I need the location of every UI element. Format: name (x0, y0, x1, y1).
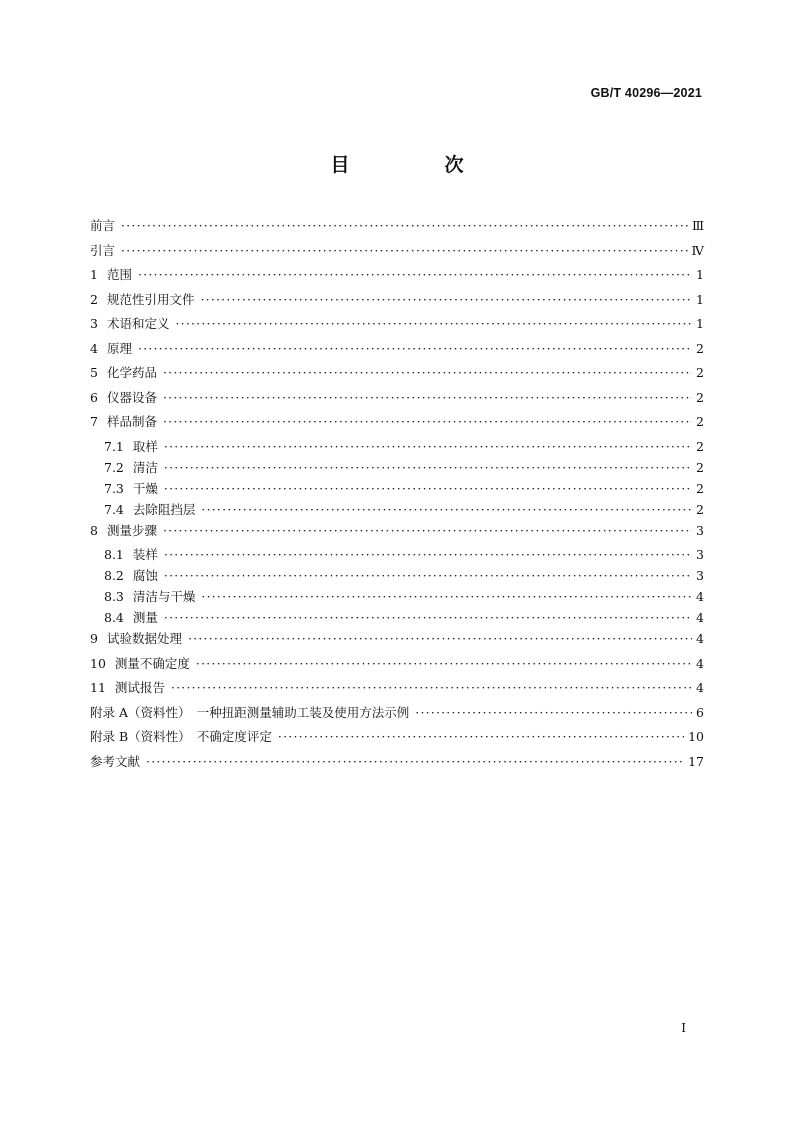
toc-entry[interactable] (90, 388, 704, 413)
toc-leader-dots (164, 568, 692, 583)
toc-entry-page: 2 (696, 414, 704, 429)
page-number: Ⅰ (681, 1021, 686, 1035)
toc-entry-title: 附录 A（资料性） 一种扭距测量辅助工装及使用方法示例 (90, 704, 410, 720)
toc-entry[interactable] (90, 339, 704, 364)
toc-entry-page: 1 (696, 267, 704, 282)
toc-entry-page: 2 (696, 438, 704, 454)
toc-entry-page: 1 (696, 316, 704, 331)
toc-leader-dots (163, 390, 692, 405)
toc-entry-title: 清洁 (132, 459, 158, 475)
table-of-contents (90, 216, 704, 776)
toc-leader-dots (138, 267, 692, 282)
toc-entry-title: 范围 (106, 267, 132, 282)
toc-entry-number: 8.3 (104, 589, 124, 604)
toc-leader-dots (164, 547, 692, 562)
toc-entry-page: 17 (688, 753, 704, 769)
toc-leader-dots (175, 316, 692, 331)
toc-entry-number: 11 (90, 680, 106, 695)
toc-leader-dots (163, 523, 692, 538)
toc-entry-page: 4 (696, 610, 704, 625)
toc-entry[interactable] (90, 678, 704, 703)
toc-entry-page: 3 (696, 522, 704, 538)
toc-entry[interactable] (90, 654, 704, 679)
toc-entry-number: 7.4 (104, 501, 124, 517)
toc-leader-dots (201, 589, 692, 604)
toc-entry-number: 8.4 (104, 610, 124, 625)
toc-entry-page: 2 (696, 340, 704, 356)
toc-entry-title: 测量 (132, 610, 158, 625)
toc-entry-title: 腐蚀 (132, 568, 158, 583)
toc-entry-title: 参考文献 (90, 753, 141, 769)
toc-leader-dots (121, 218, 688, 233)
toc-entry-title: 化学药品 (106, 365, 157, 380)
toc-entry[interactable] (90, 437, 704, 458)
toc-entry-title: 术语和定义 (106, 316, 170, 331)
toc-entry-page: 4 (696, 589, 704, 604)
toc-entry-title: 测量步骤 (106, 522, 157, 538)
toc-entry[interactable] (90, 703, 704, 728)
toc-entry-title: 引言 (90, 242, 116, 258)
toc-leader-dots (121, 243, 687, 258)
toc-entry-number: 5 (90, 365, 98, 380)
toc-entry-number: 1 (90, 267, 98, 282)
toc-leader-dots (171, 680, 692, 695)
toc-entry[interactable] (90, 314, 704, 339)
toc-entry-page: 2 (696, 365, 704, 380)
toc-entry-number: 8 (90, 522, 98, 538)
toc-entry-page: 10 (688, 729, 704, 744)
toc-entry-page: 4 (696, 631, 704, 646)
toc-entry[interactable] (90, 566, 704, 587)
toc-entry-page: 2 (696, 389, 704, 405)
toc-entry-number: 7.3 (104, 480, 124, 496)
toc-entry[interactable] (90, 752, 704, 777)
toc-entry-title: 装样 (132, 547, 158, 562)
toc-leader-dots (163, 365, 692, 380)
toc-entry-number: 3 (90, 316, 98, 331)
toc-entry-page: 4 (696, 655, 704, 671)
standard-code: GB/T 40296—2021 (590, 86, 702, 100)
toc-entry[interactable] (90, 412, 704, 437)
toc-entry-number: 9 (90, 631, 98, 646)
toc-entry[interactable] (90, 608, 704, 629)
toc-entry-page: 2 (696, 459, 704, 475)
toc-leader-dots (188, 631, 692, 646)
toc-entry-title: 试验数据处理 (106, 631, 182, 646)
toc-entry-number: 2 (90, 291, 98, 307)
toc-entry-number: 4 (90, 340, 98, 356)
toc-entry[interactable] (90, 500, 704, 521)
toc-entry-title: 附录 B（资料性） 不确定度评定 (90, 729, 272, 744)
toc-entry-title: 仪器设备 (106, 389, 157, 405)
toc-entry[interactable] (90, 629, 704, 654)
toc-entry-title: 去除阻挡层 (132, 501, 196, 517)
toc-entry-number: 6 (90, 389, 98, 405)
toc-leader-dots (196, 656, 692, 671)
toc-entry-page: 6 (696, 704, 704, 720)
toc-entry[interactable] (90, 545, 704, 566)
toc-entry-title: 清洁与干燥 (132, 589, 196, 604)
toc-entry[interactable] (90, 458, 704, 479)
toc-entry-title: 前言 (90, 218, 116, 233)
toc-entry-title: 测量不确定度 (114, 655, 190, 671)
toc-entry-page: 2 (696, 501, 704, 517)
toc-entry[interactable] (90, 521, 704, 546)
toc-leader-dots (200, 292, 692, 307)
toc-entry[interactable] (90, 587, 704, 608)
toc-entry-page: 4 (696, 680, 704, 695)
toc-entry[interactable] (90, 479, 704, 500)
toc-entry-title: 取样 (132, 438, 158, 454)
toc-entry-page: Ⅳ (691, 242, 704, 258)
toc-leader-dots (146, 754, 684, 769)
toc-entry[interactable] (90, 216, 704, 241)
toc-leader-dots (415, 705, 692, 720)
toc-entry-page: Ⅲ (691, 218, 704, 233)
toc-entry[interactable] (90, 241, 704, 266)
toc-leader-dots (164, 610, 692, 625)
toc-entry-page: 3 (696, 568, 704, 583)
toc-entry-title: 样品制备 (106, 414, 157, 429)
toc-entry-number: 10 (90, 655, 106, 671)
toc-entry-number: 8.1 (104, 547, 124, 562)
toc-entry-number: 7 (90, 414, 98, 429)
toc-entry-page: 1 (696, 291, 704, 307)
toc-entry-number: 7.1 (104, 438, 124, 454)
toc-leader-dots (164, 460, 692, 475)
toc-entry-number: 8.2 (104, 568, 124, 583)
toc-entry-title: 干燥 (132, 480, 158, 496)
toc-leader-dots (164, 439, 692, 454)
toc-entry-title: 原理 (106, 340, 132, 356)
toc-entry-page: 3 (696, 547, 704, 562)
toc-leader-dots (201, 502, 692, 517)
toc-entry-number: 7.2 (104, 459, 124, 475)
toc-leader-dots (278, 729, 684, 744)
toc-entry[interactable] (90, 727, 704, 752)
page-title: 目 次 (330, 154, 502, 176)
toc-leader-dots (163, 414, 692, 429)
toc-leader-dots (164, 481, 692, 496)
toc-entry[interactable] (90, 265, 704, 290)
toc-entry[interactable] (90, 290, 704, 315)
toc-entry-title: 规范性引用文件 (106, 291, 195, 307)
toc-entry-title: 测试报告 (114, 680, 165, 695)
toc-entry-page: 2 (696, 480, 704, 496)
toc-entry[interactable] (90, 363, 704, 388)
toc-leader-dots (138, 341, 692, 356)
